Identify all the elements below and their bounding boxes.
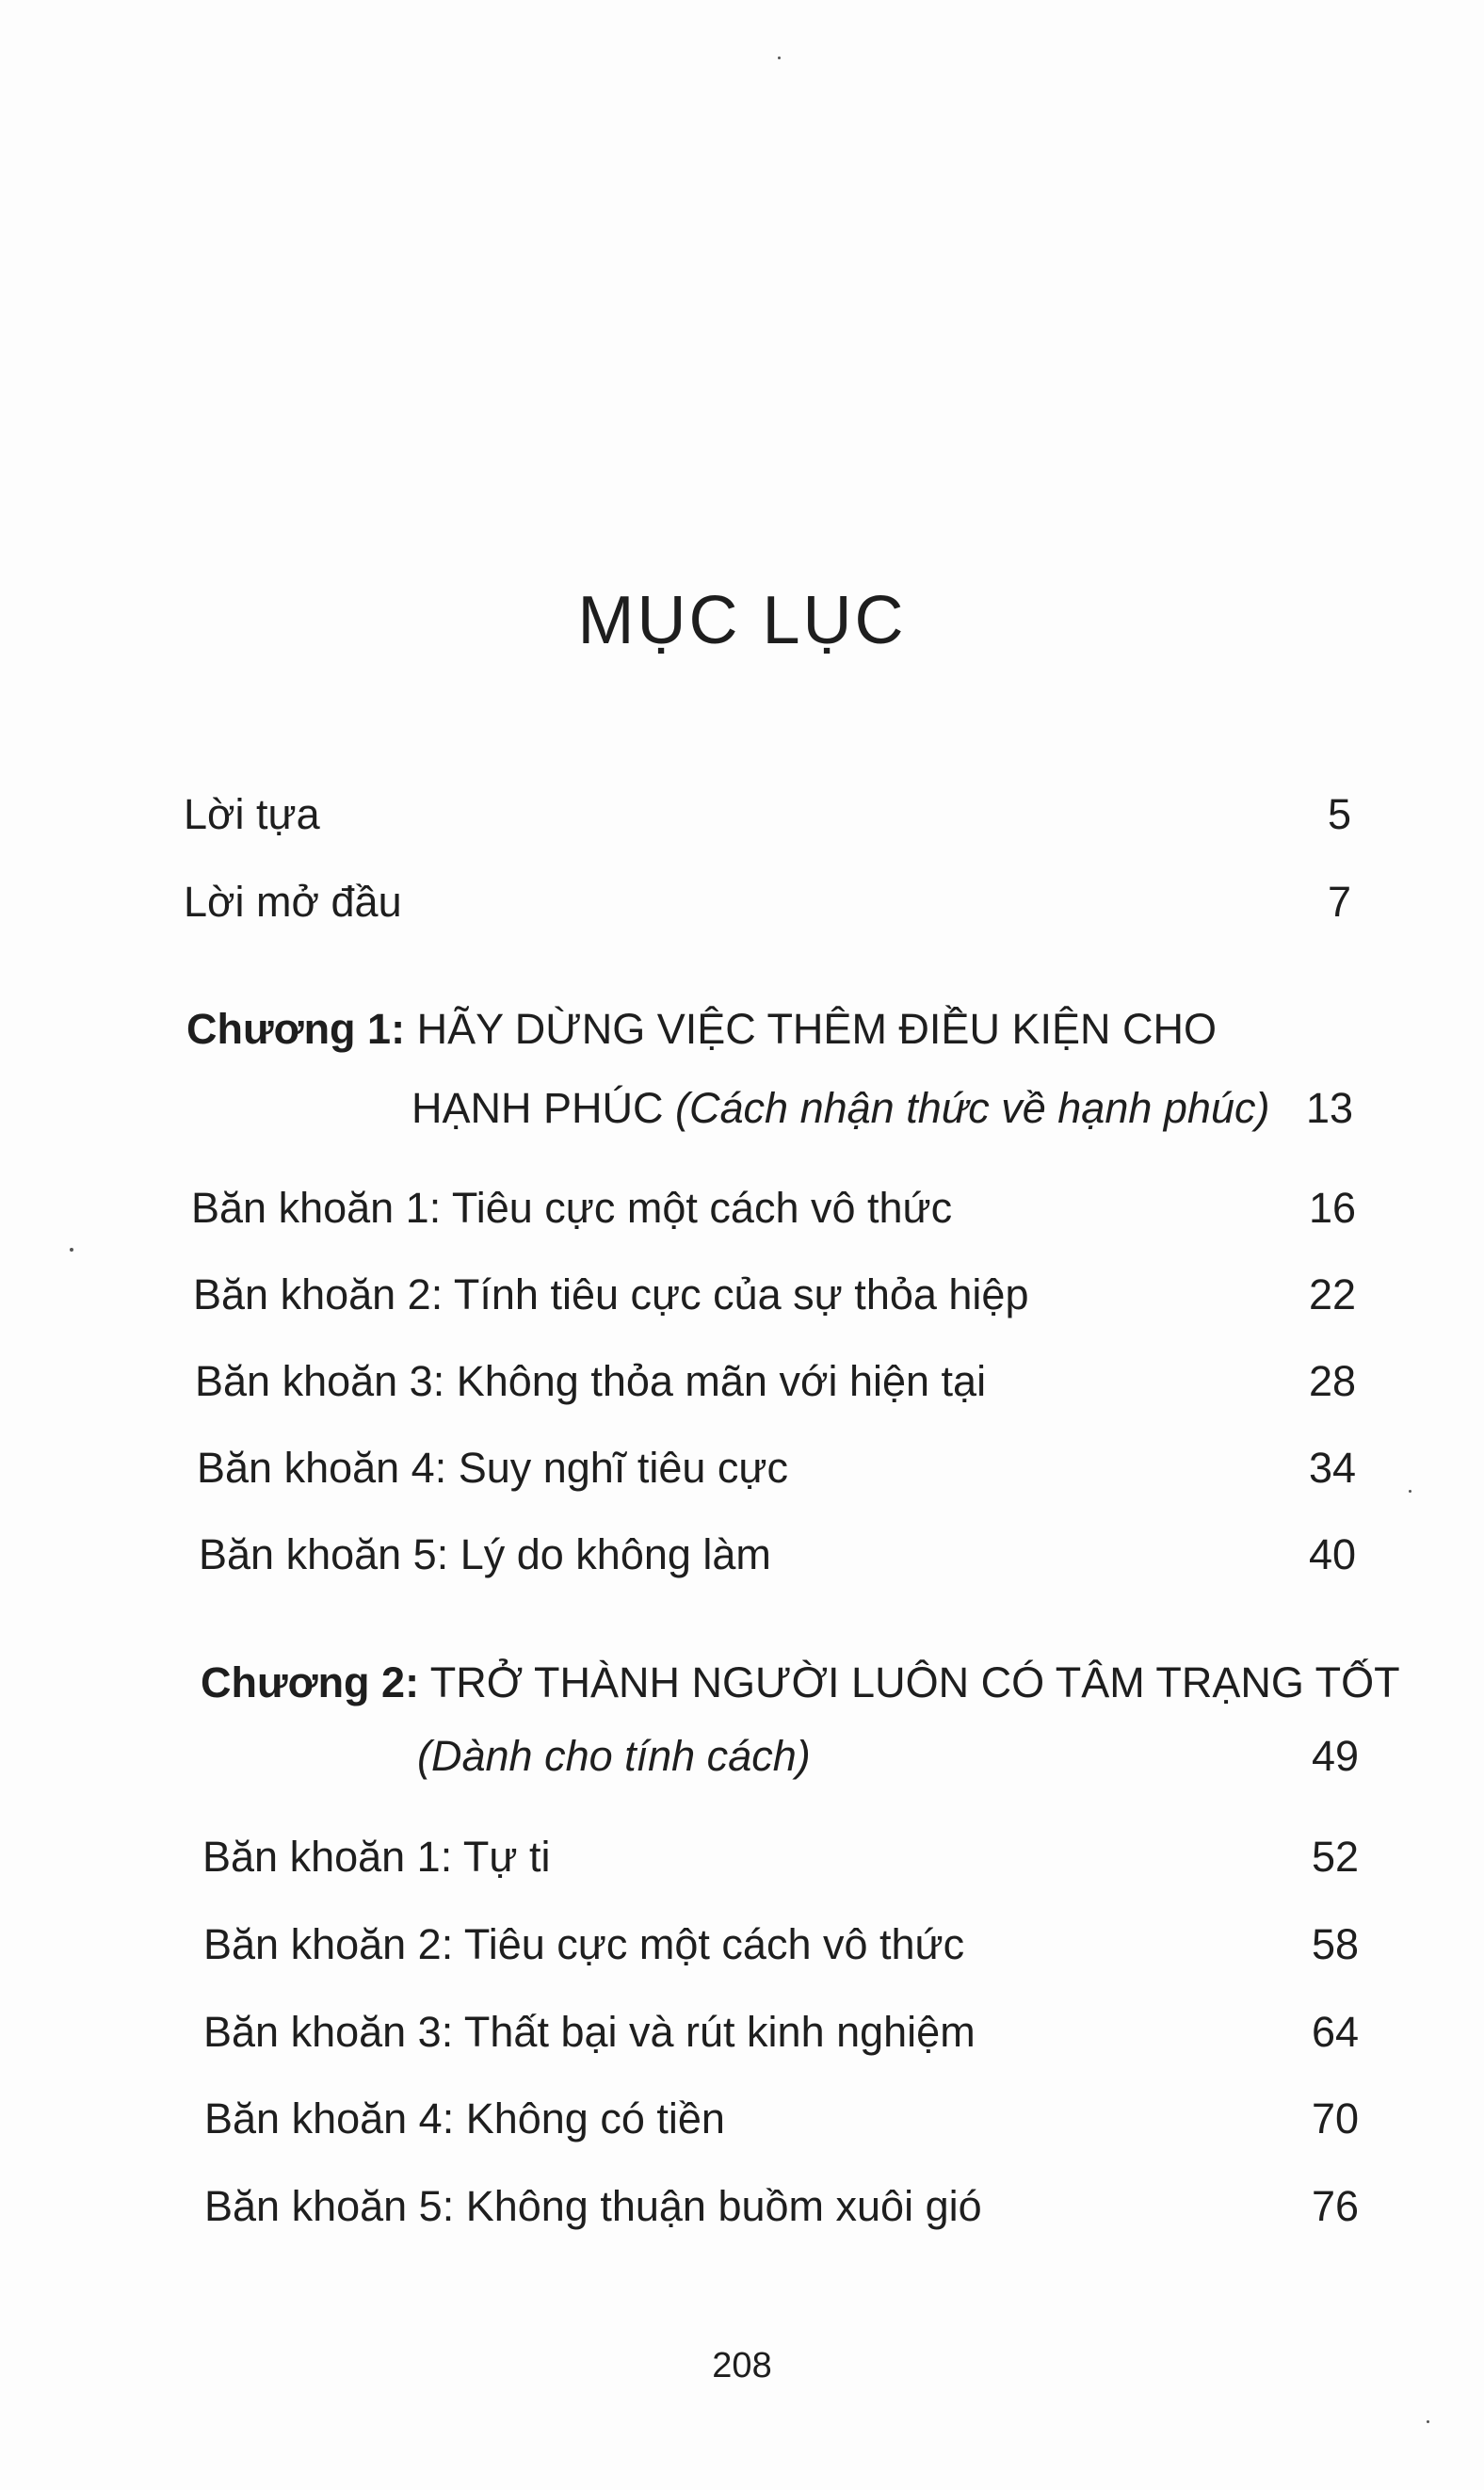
chapter-1-subheading [411, 1080, 1353, 1137]
scan-speck [70, 1248, 73, 1252]
toc-entry-label: Băn khoăn 5: Lý do không làm [199, 1530, 771, 1578]
chapter-2-item [203, 1916, 1359, 1973]
toc-entry-page: 64 [1311, 2008, 1359, 2056]
toc-entry-page: 7 [1327, 878, 1351, 926]
toc-entry-label: Băn khoăn 2: Tính tiêu cực của sự thỏa hiệp [193, 1270, 1029, 1318]
toc-title: MỤC LỤC [577, 583, 907, 659]
toc-entry-page: 58 [1311, 1920, 1359, 1968]
toc-entry-label: Băn khoăn 1: Tự ti [202, 1833, 551, 1881]
toc-entry-preface [184, 786, 1351, 843]
chapter-1-item [197, 1440, 1356, 1496]
scan-speck [1427, 2420, 1429, 2423]
chapter-1-title-line2: HẠNH PHÚC [411, 1084, 664, 1132]
toc-entry-label: Băn khoăn 4: Không có tiền [204, 2094, 725, 2142]
toc-entry-page: 28 [1308, 1357, 1356, 1405]
toc-entry-introduction [184, 874, 1351, 930]
chapter-1-item [191, 1180, 1356, 1237]
toc-entry-page: 34 [1308, 1444, 1356, 1492]
toc-entry-label: Lời tựa [184, 790, 320, 838]
chapter-1-item [195, 1353, 1356, 1410]
chapter-1-subtitle: (Cách nhận thức về hạnh phúc) [675, 1084, 1270, 1132]
chapter-2-subtitle: (Dành cho tính cách) [417, 1732, 811, 1780]
chapter-2-page: 49 [1311, 1732, 1359, 1780]
toc-entry-page: 5 [1327, 790, 1351, 838]
toc-entry-label: Lời mở đầu [184, 878, 402, 926]
chapter-1-title-line1: HÃY DỪNG VIỆC THÊM ĐIỀU KIỆN CHO [416, 1005, 1217, 1053]
toc-entry-label: Băn khoăn 3: Thất bại và rút kinh nghiệm [203, 2008, 976, 2056]
chapter-2-title-line1: TRỞ THÀNH NGƯỜI LUÔN CÓ TÂM TRẠNG TỐT [429, 1658, 1400, 1706]
chapter-2-subheading [417, 1728, 1359, 1785]
chapter-2-item [202, 1829, 1359, 1885]
page-number: 208 [712, 2346, 772, 2385]
chapter-1-heading [186, 1001, 1354, 1058]
toc-entry-page: 16 [1308, 1184, 1356, 1232]
toc-entry-label: Băn khoăn 1: Tiêu cực một cách vô thức [191, 1184, 953, 1232]
toc-entry-page: 76 [1311, 2182, 1359, 2230]
chapter-2-item [203, 2004, 1359, 2061]
scan-speck [778, 57, 781, 59]
chapter-2-item [204, 2091, 1359, 2147]
toc-entry-page: 70 [1311, 2094, 1359, 2142]
toc-entry-page: 40 [1308, 1530, 1356, 1578]
toc-entry-label: Băn khoăn 5: Không thuận buồm xuôi gió [204, 2182, 982, 2230]
toc-entry-label: Băn khoăn 4: Suy nghĩ tiêu cực [197, 1444, 789, 1492]
chapter-2-label: Chương 2: [201, 1658, 420, 1706]
chapter-2-heading [201, 1655, 1400, 1711]
scan-speck [1409, 1490, 1411, 1493]
toc-entry-label: Băn khoăn 3: Không thỏa mãn với hiện tại [195, 1357, 987, 1405]
toc-entry-label: Băn khoăn 2: Tiêu cực một cách vô thức [203, 1920, 965, 1968]
chapter-2-item [204, 2178, 1359, 2235]
chapter-1-item [199, 1527, 1356, 1583]
chapter-1-page: 13 [1305, 1084, 1353, 1132]
toc-entry-page: 22 [1308, 1270, 1356, 1318]
chapter-1-label: Chương 1: [186, 1005, 406, 1053]
chapter-1-item [193, 1267, 1356, 1323]
toc-entry-page: 52 [1311, 1833, 1359, 1881]
